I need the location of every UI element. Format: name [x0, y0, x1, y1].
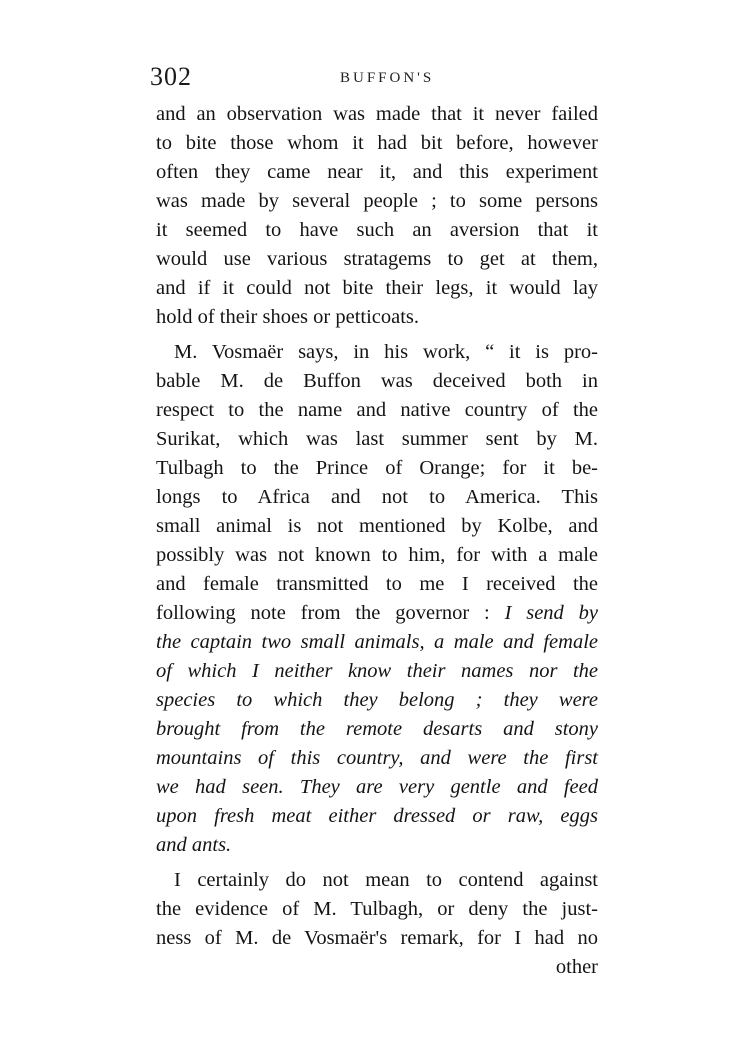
text-line: possibly was not known to him, for with a male — [156, 544, 598, 566]
catchword: other — [555, 956, 598, 978]
text-line: and if it could not bite their legs, it would lay — [156, 277, 598, 299]
page-header — [150, 62, 600, 96]
text-line: hold of their shoes or petticoats. — [156, 306, 420, 328]
text-line: to bite those whom it had bit before, however — [156, 132, 598, 154]
italic-line: and ants. — [156, 834, 232, 856]
italic-line: species to which they belong ; they were — [156, 689, 598, 711]
text-line: M. Vosmaër says, in his work, “ it is pro- — [174, 341, 598, 363]
text-line: Surikat, which was last summer sent by M. — [156, 428, 598, 450]
paragraph-1 — [156, 100, 598, 332]
text-line: ness of M. de Vosmaër's remark, for I had no — [156, 927, 598, 949]
italic-line: mountains of this country, and were the first — [156, 747, 598, 769]
text-line: it seemed to have such an aversion that it — [156, 219, 598, 241]
page-number: 302 — [150, 62, 192, 91]
text-line: longs to Africa and not to America. This — [156, 486, 598, 508]
text-line: was made by several people ; to some persons — [156, 190, 598, 212]
italic-line: the captain two small animals, a male and female — [156, 631, 598, 653]
italic-line: we had seen. They are very gentle and feed — [156, 776, 598, 798]
text-line: I certainly do not mean to contend against — [174, 869, 598, 891]
italic-line: upon fresh meat either dressed or raw, eggs — [156, 805, 598, 827]
text-line: and female transmitted to me I received the — [156, 573, 598, 595]
text-line: the evidence of M. Tulbagh, or deny the just- — [156, 898, 598, 920]
body-text — [156, 100, 598, 982]
italic-line: brought from the remote desarts and stony — [156, 718, 598, 740]
text-line: bable M. de Buffon was deceived both in — [156, 370, 598, 392]
text-fragment-roman: following note from the governor : — [156, 602, 490, 624]
text-line: often they came near it, and this experiment — [156, 161, 598, 183]
paragraph-3 — [156, 866, 598, 982]
text-line: respect to the name and native country of the — [156, 399, 598, 421]
text-line: and an observation was made that it never failed — [156, 103, 598, 125]
text-line-mixed — [156, 599, 598, 628]
text-line: Tulbagh to the Prince of Orange; for it be- — [156, 457, 598, 479]
italic-line: of which I neither know their names nor the — [156, 660, 598, 682]
text-line: would use various stratagems to get at them, — [156, 248, 598, 270]
text-fragment-italic: I send by — [504, 602, 598, 624]
paragraph-2 — [156, 338, 598, 860]
running-head: BUFFON'S — [340, 70, 435, 86]
text-line: small animal is not mentioned by Kolbe, and — [156, 515, 598, 537]
